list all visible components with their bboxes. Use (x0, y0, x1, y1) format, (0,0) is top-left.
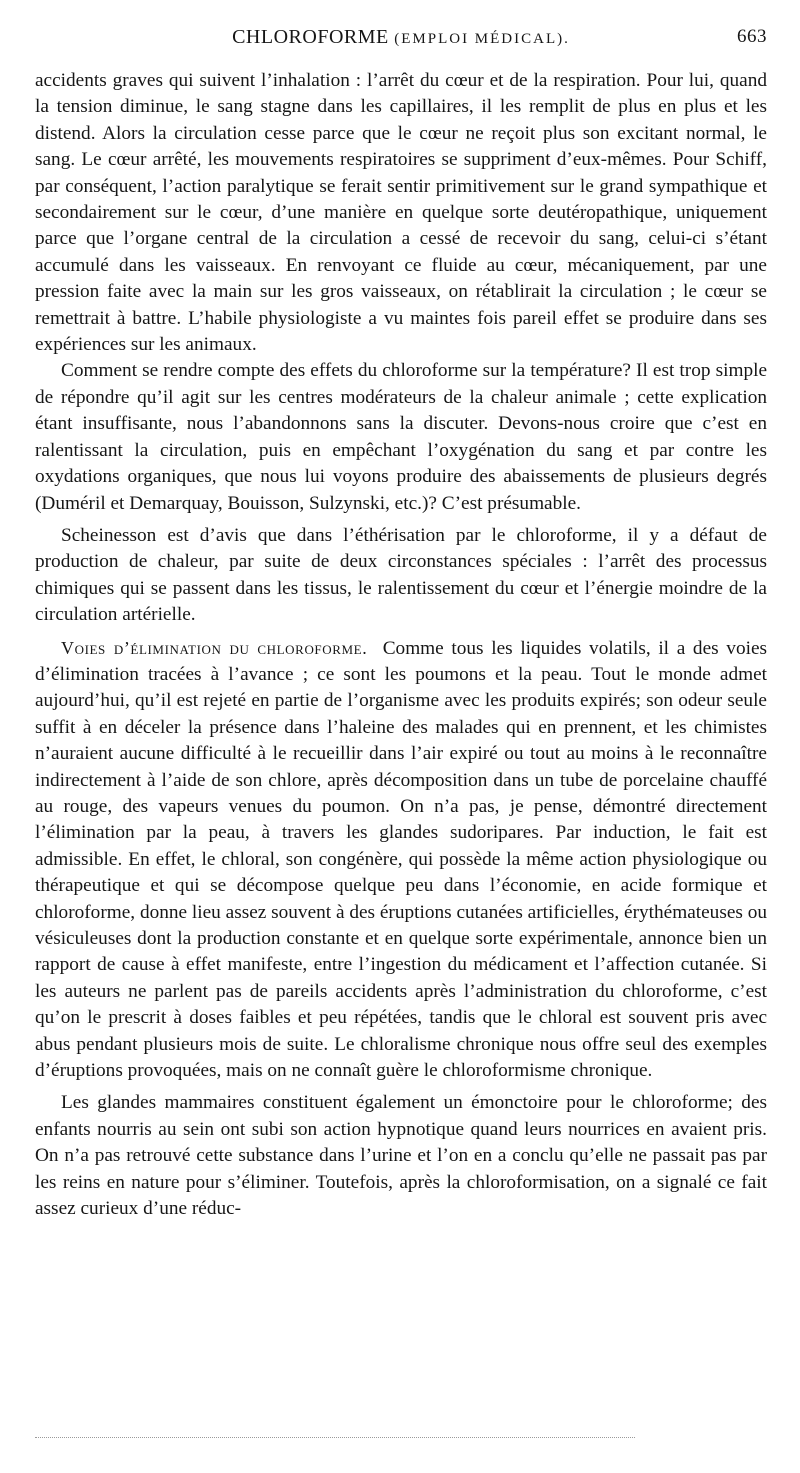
running-title-main: CHLOROFORME (232, 26, 389, 48)
running-title-sub: (EMPLOI MÉDICAL). (394, 31, 570, 47)
paragraph-2: Comment se rendre compte des effets du chloroforme sur la température? Il est trop simple de répondre qu’il agit sur les centres modérateurs de la chaleur animale ; cette explication étant insuffisante, nous l’abandonnons sans la discuter. Devons-nous croire que c’est en ralentissant la circulation, puis en empêchant l’oxygénation du sang et par contre les oxydations organiques, que nous lui voyons produire des abaissements de plusieurs degrés (Duméril et Demarquay, Bouisson, Sulzynski, etc.)? C’est présumable. (35, 360, 767, 514)
paragraph-3: Scheinesson est d’avis que dans l’éthérisation par le chloroforme, il y a défaut de production de chaleur, par suite de deux circonstances spéciales : l’arrêt des processus chimiques qui se passent dans les tissus, le ralentissement du cœur et l’énergie moindre de la circulation artérielle. (35, 524, 767, 626)
section-heading: Voies d’élimination du chloroforme. (61, 637, 368, 658)
page (35, 26, 767, 1222)
body-text (35, 68, 767, 1222)
paragraph-1: accidents graves qui suivent l’inhalation : l’arrêt du cœur et de la respiration. Pour lui, quand la tension diminue, le sang stagne dans les capillaires, il les remplit de plus en plus et les distend. Alors la circulation cesse parce que le cœur ne reçoit plus son excitant normal, le sang. Le cœur arrêté, les mouvements respiratoires se suppriment d’eux-mêmes. Pour Schiff, par conséquent, l’action paralytique se ferait sentir primitivement sur le grand sympathique et secondairement sur le cœur, d’une manière en quelque sorte deutéropathique, uniquement parce que l’organe central de la circulation a cessé de recevoir du sang, celui-ci s’étant accumulé dans les vaisseaux. En renvoyant ce fluide au cœur, mécaniquement, par une pression faite avec la main sur les gros vaisseaux, on rétablirait la circulation ; le cœur se remettrait à battre. L’habile physiologiste a vu maintes fois pareil effet se produire dans ses expériences sur les animaux. (35, 70, 767, 356)
running-title (35, 26, 767, 49)
paragraph-4 (35, 635, 767, 1085)
paragraph-5: Les glandes mammaires constituent également un émonctoire pour le chloroforme; des enfants nourris au sein ont subi son action hypnotique quand leurs nourrices en avaient pris. On n’a pas retrouvé cette substance dans l’urine et l’on en a conclu qu’elle ne passait pas par les reins en nature pour s’éliminer. Toutefois, après la chloroformisation, on a signalé ce fait assez curieux d’une réduc- (35, 1092, 767, 1220)
paragraph-4-text: Comme tous les liquides volatils, il a des voies d’élimination tracées à l’avance ; ce sont les poumons et la peau. Tout le monde admet aujourd’hui, qu’il est rejeté en partie de l’organisme avec les produits expirés; son odeur seule suffit à en déceler la présence dans l’haleine des malades qui en prennent, et les chimistes n’auraient aucune difficulté à le recueillir dans l’air expiré ou tout au moins à le reconnaître indirectement à l’aide de son chlore, après décomposition dans un tube de porcelaine chauffé au rouge, des vapeurs venues du poumon. On n’a pas, je pense, démontré directement l’élimination par la peau, à travers les glandes sudoripares. Par induction, le fait est admissible. En effet, le chloral, son congénère, qui possède la même action physiologique ou thérapeutique et qui se décompose quelque peu dans l’économie, en acide formique et chloroforme, donne lieu assez souvent à des éruptions cutanées artificielles, érythémateuses ou vésiculeuses dont la production constante et en quelque sorte expérimentale, annonce bien un rapport de cause à effet manifeste, entre l’ingestion du médicament et l’affection cutanée. Si les auteurs ne parlent pas de pareils accidents après l’administration du chloroforme, c’est qu’on le prescrit à doses faibles et peu répétées, tandis que le chloral est souvent pris avec abus pendant plusieurs mois de suite. Le chloralisme chronique nous offre seul des exemples d’éruptions provoquées, mais on ne connaît guère le chloroformisme chronique. (35, 637, 768, 1082)
footer-rule (35, 1437, 635, 1438)
page-number: 663 (737, 26, 767, 47)
running-head (35, 26, 767, 54)
